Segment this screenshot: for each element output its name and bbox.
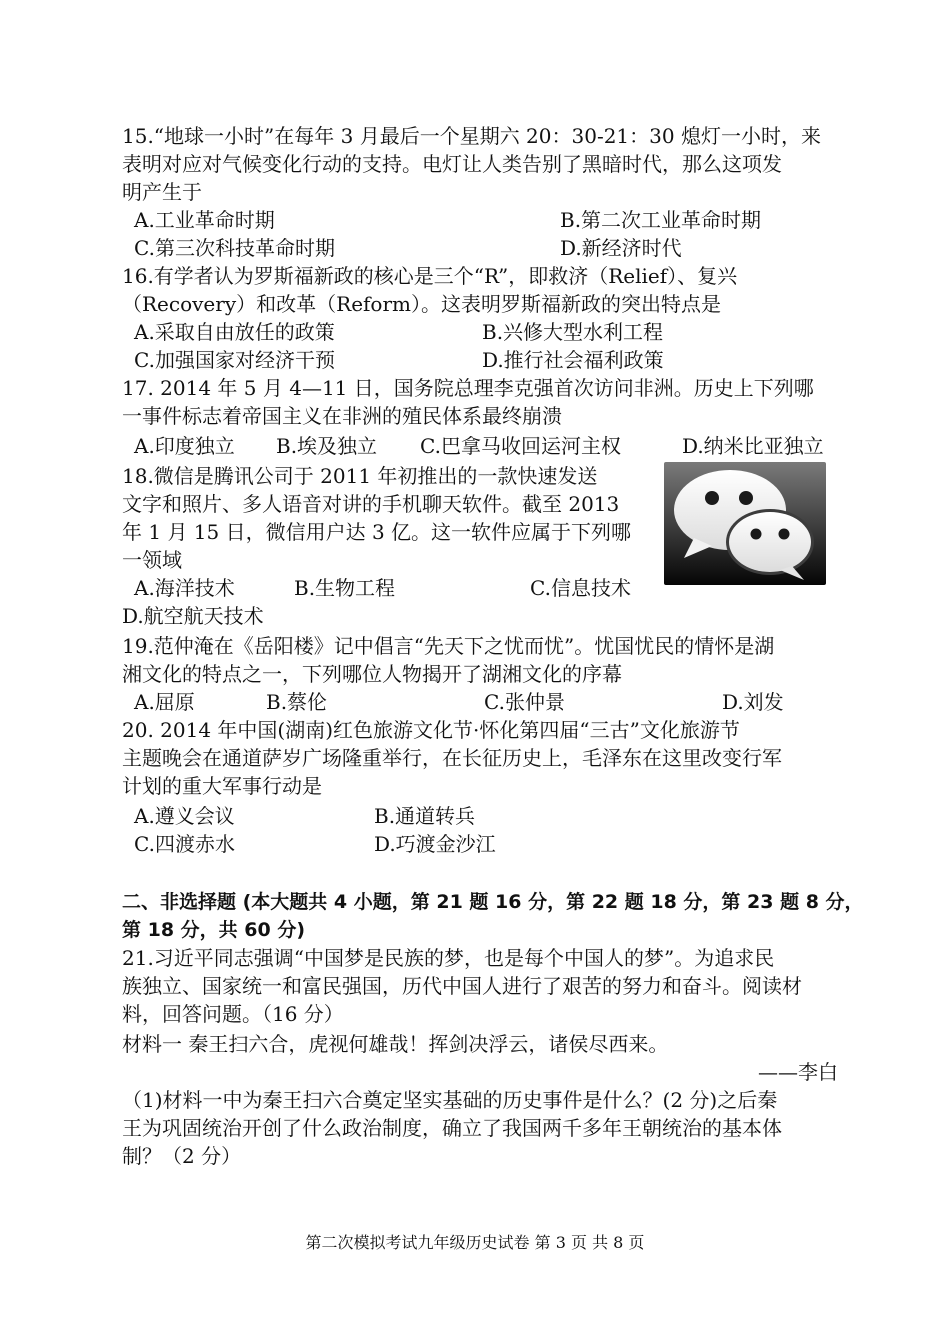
q16-option-d: D.推行社会福利政策 [482, 348, 664, 372]
q20-line-3: 计划的重大军事行动是 [122, 774, 322, 798]
q15-option-c: C.第三次科技革命时期 [134, 236, 335, 260]
q17-option-b: B.埃及独立 [276, 434, 378, 458]
q19-option-c: C.张仲景 [484, 690, 565, 714]
q17-line-1: 17. 2014 年 5 月 4—11 日，国务院总理李克强首次访问非洲。历史上下列哪 [122, 376, 814, 400]
q20-line-1: 20. 2014 年中国(湖南)红色旅游文化节·怀化第四届“三古”文化旅游节 [122, 718, 740, 742]
q21-sub1-line-2: 王为巩固统治开创了什么政治制度，确立了我国两千多年王朝统治的基本体 [122, 1116, 782, 1140]
q19-option-a: A.屈原 [134, 690, 195, 714]
q18-line-1: 18.微信是腾讯公司于 2011 年初推出的一款快速发送 [122, 464, 598, 488]
q18-option-a: A.海洋技术 [134, 576, 235, 600]
q16-line-2: （Recovery）和改革（Reform）。这表明罗斯福新政的突出特点是 [122, 292, 721, 316]
q19-line-1: 19.范仲淹在《岳阳楼》记中倡言“先天下之忧而忧”。忧国忧民的情怀是湖 [122, 634, 775, 658]
q19-option-b: B.蔡伦 [266, 690, 328, 714]
q18-line-4: 一领域 [122, 548, 182, 572]
q21-line-1: 21.习近平同志强调“中国梦是民族的梦，也是每个中国人的梦”。为追求民 [122, 946, 775, 970]
q18-line-2: 文字和照片、多人语音对讲的手机聊天软件。截至 2013 [122, 492, 620, 516]
q19-option-d: D.刘发 [722, 690, 784, 714]
section2-heading-line-2: 第 18 分，共 60 分) [122, 919, 306, 941]
q21-attribution: ——李白 [758, 1060, 838, 1084]
q16-option-b: B.兴修大型水利工程 [482, 320, 664, 344]
q18-line-3: 年 1 月 15 日，微信用户达 3 亿。这一软件应属于下列哪 [122, 520, 632, 544]
q19-line-2: 湘文化的特点之一，下列哪位人物揭开了湖湘文化的序幕 [122, 662, 622, 686]
q16-option-a: A.采取自由放任的政策 [134, 320, 335, 344]
q21-line-2: 族独立、国家统一和富民强国，历代中国人进行了艰苦的努力和奋斗。阅读材 [122, 974, 802, 998]
q16-line-1: 16.有学者认为罗斯福新政的核心是三个“R”，即救济（Relief）、复兴 [122, 264, 738, 288]
q17-option-a: A.印度独立 [134, 434, 235, 458]
section2-heading-line-1: 二、非选择题 (本大题共 4 小题，第 21 题 16 分，第 22 题 18 分，第 23 题 8 分， [122, 891, 864, 913]
q21-material-1: 材料一 秦王扫六合，虎视何雄哉！挥剑决浮云，诸侯尽西来。 [122, 1032, 669, 1056]
q17-option-d: D.纳米比亚独立 [682, 434, 824, 458]
q18-option-c: C.信息技术 [530, 576, 631, 600]
q18-option-d: D.航空航天技术 [122, 604, 264, 628]
q20-option-d: D.巧渡金沙江 [374, 832, 496, 856]
q15-option-b: B.第二次工业革命时期 [560, 208, 762, 232]
page-footer: 第二次模拟考试九年级历史试卷 第 3 页 共 8 页 [305, 1233, 645, 1252]
q16-option-c: C.加强国家对经济干预 [134, 348, 335, 372]
q17-option-c: C.巴拿马收回运河主权 [420, 434, 621, 458]
q21-sub1-line-1: （1)材料一中为秦王扫六合奠定坚实基础的历史事件是什么？(2 分)之后秦 [122, 1088, 778, 1112]
q15-option-a: A.工业革命时期 [134, 208, 275, 232]
q18-option-b: B.生物工程 [294, 576, 396, 600]
q20-option-c: C.四渡赤水 [134, 832, 235, 856]
q15-line-1: 15.“地球一小时”在每年 3 月最后一个星期六 20：30-21：30 熄灯一小时，来 [122, 124, 821, 148]
q15-line-2: 表明对应对气候变化行动的支持。电灯让人类告别了黑暗时代，那么这项发 [122, 152, 782, 176]
q15-option-d: D.新经济时代 [560, 236, 682, 260]
q20-option-a: A.遵义会议 [134, 804, 235, 828]
q17-line-2: 一事件标志着帝国主义在非洲的殖民体系最终崩溃 [122, 404, 562, 428]
q21-sub1-line-3: 制？（2 分） [122, 1144, 242, 1168]
q21-line-3: 料，回答问题。（16 分） [122, 1002, 344, 1026]
q20-line-2: 主题晚会在通道萨岁广场隆重举行，在长征历史上，毛泽东在这里改变行军 [122, 746, 782, 770]
q15-line-3: 明产生于 [122, 180, 202, 204]
q20-option-b: B.通道转兵 [374, 804, 476, 828]
wechat-logo-icon [664, 462, 826, 585]
